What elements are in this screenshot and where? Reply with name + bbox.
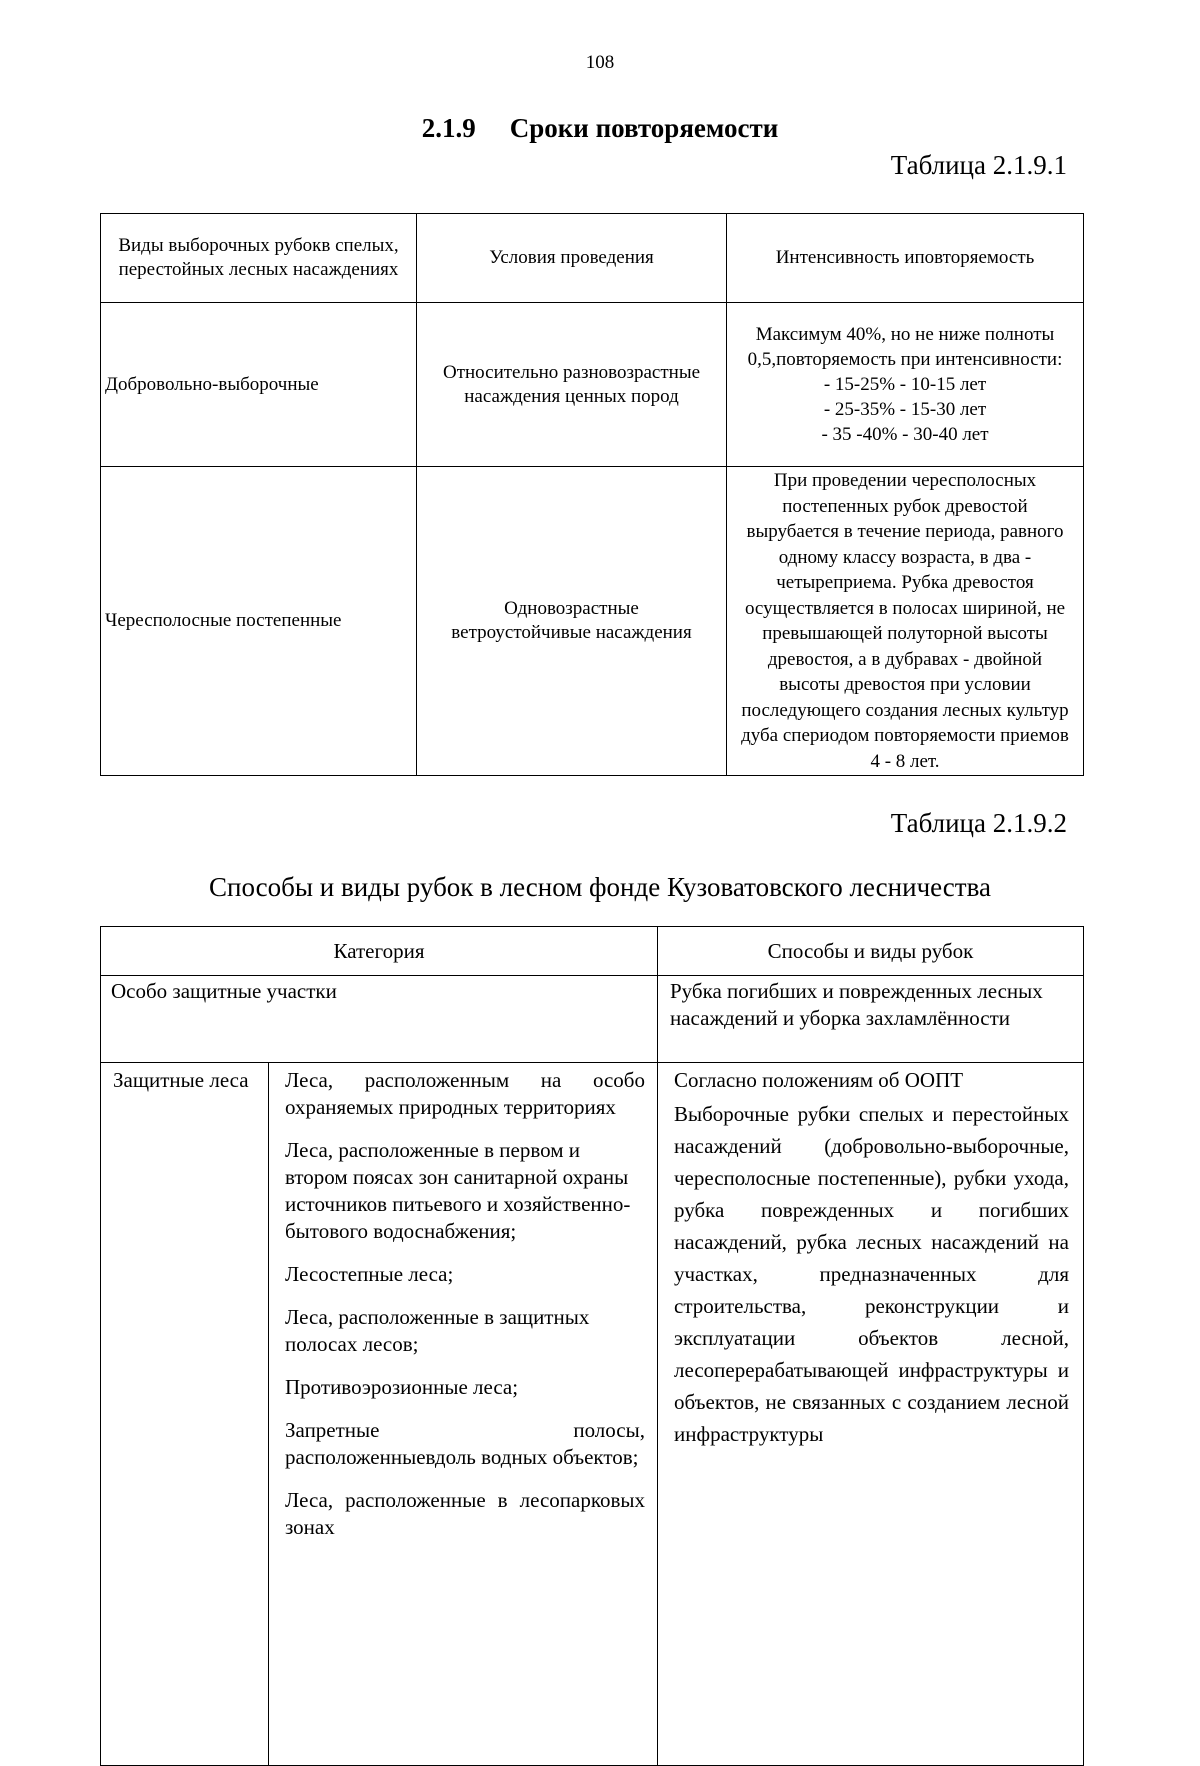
list-item: Леса, расположенные в лесопарковых зонах: [285, 1488, 645, 1539]
table-row: [101, 467, 1084, 776]
table2-caption: Таблица 2.1.9.2: [890, 808, 1067, 838]
table-cutting-methods: [100, 926, 1084, 1766]
intensity-line: - 35 -40% - 30-40 лет: [821, 424, 989, 445]
section-number: 2.1.9: [421, 113, 476, 143]
list-item: Леса, расположенные в первом и втором поясах зон санитарной охраны источников питьевого и хозяйственно- бытового водоснабжения;: [285, 1138, 631, 1243]
cell-category: Особо защитные участки: [101, 976, 658, 1063]
table-row: [101, 976, 1084, 1063]
methods-text: Выборочные рубки спелых и перестойных насаждений (добровольно-выборочные, чересполосные постепенные), рубки ухода, рубка поврежденных и погибших насаждений, рубка лесных насаждений на участках, предназначенных для строительства, реконструкции и эксплуатации объектов лесной, лесоперерабатывающей инфраструктуры и объектов, не связанных с созданием лесной инфраструктуры: [674, 1102, 1069, 1446]
table-repeat-intervals: [100, 213, 1084, 776]
cell-category: Защитные леса: [101, 1063, 269, 1766]
cell-conditions: Относительно разновозрастные насаждения ценных пород: [417, 303, 727, 467]
table-header-cell: Способы и виды рубок: [658, 927, 1084, 976]
table-header-cell: Интенсивность иповторяемость: [727, 214, 1084, 303]
methods-note: Согласно положениям об ООПТ: [674, 1068, 964, 1092]
cell-intensity: [727, 303, 1084, 467]
list-item: Леса, расположенным на особо охраняемых природных территориях: [285, 1068, 645, 1119]
cell-forest-types: [269, 1063, 658, 1766]
cell-conditions: Одновозрастные ветроустойчивые насаждения: [417, 467, 727, 776]
cell-cutting-type: Чересполосные постепенные: [101, 467, 417, 776]
intensity-line: - 15-25% - 10-15 лет: [823, 374, 987, 395]
list-item: Лесостепные леса;: [285, 1262, 454, 1286]
table-header-row: [101, 214, 1084, 303]
table2-title: Способы и виды рубок в лесном фонде Кузоватовского лесничества: [209, 872, 991, 902]
cell-intensity: При проведении чересполосных постепенных рубок древостой вырубается в течение периода, равного одному классу возраста, в два - четыреприема. Рубка древостоя осуществляется в полосах шириной, не превышающей полуторной высоты древостоя, а в дубравах - двойной высоты древостоя при условии последующего создания лесных культур дуба спериодом повторяемости приемов 4 - 8 лет.: [727, 467, 1084, 776]
intensity-intro: Максимум 40%, но не ниже полноты 0,5,повторяемость при интенсивности:: [747, 324, 1063, 370]
intensity-line: - 25-35% - 15-30 лет: [823, 399, 987, 420]
section-title: Сроки повторяемости: [509, 113, 779, 143]
cell-methods: Рубка погибших и поврежденных лесных насаждений и уборка захламлённости: [658, 976, 1084, 1063]
list-item: Леса, расположенные в защитных полосах лесов;: [285, 1305, 590, 1356]
table-header-cell: Категория: [101, 927, 658, 976]
section-heading: [0, 113, 1200, 144]
table-header-cell: Виды выборочных рубокв спелых, перестойных лесных насаждениях: [101, 214, 417, 303]
table-row: [101, 1063, 1084, 1766]
table-header-cell: Условия проведения: [417, 214, 727, 303]
cell-methods: [658, 1063, 1084, 1766]
table-row: [101, 303, 1084, 467]
cell-cutting-type: Добровольно-выборочные: [101, 303, 417, 467]
table1-caption: Таблица 2.1.9.1: [890, 150, 1067, 180]
list-item: Противоэрозионные леса;: [285, 1375, 519, 1399]
table-header-row: [101, 927, 1084, 976]
list-item: Запретные полосы, расположенныевдоль водных объектов;: [285, 1418, 645, 1469]
page-number: 108: [585, 52, 615, 73]
